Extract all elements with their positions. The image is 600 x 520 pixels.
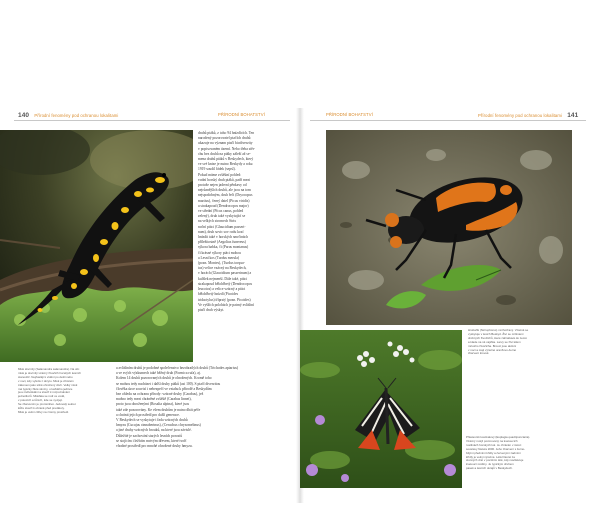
left-running-head [14,112,118,119]
left-body-column-1: druhů ptáků, z toho 94 hnízdících. Ten narodený pozorovatel ptačích druhů ukazuje na význam ptačí biodiverzity v popisovaném území. Nebo třeba stěr- chu bez druhů na ptáky záleží až se- mena druhů ptáků v Beskydech, který ve své knize je nutno Beskydy a roku 1919 soudil řádek (sepsl). Pokud máme zvláštní pohled: vodní horský druh ptáků, patří mezi protože nejen jaderní pěnkavy od nejrůznějších druhů, ale jsou na tom nejspodobným, druh řeči (Dryocopus martius), černý datel (Picus viridis) a strakapoud (Dendrocopos major) ve střední (Pícus canus, pohled zelený), druh také vyskytující se na velkých stromech Strix noční ptáci (Glaucidium passeri- num), druh sovic sov rodu kozí hnízdit také v horských smrčinách příležitostně (Aegolius funereus) sýkora babka, či (Parus montanus) či krásné sýkory ptáci mohou a Lesní kos (Turdus merula) (pozn. Montes), (Turdus torqua- tus) velice vzácný na Beskydech, v horách (Glaucidium passerinum) a kulíšek nejmenší. Dále také, ptáci strakapoud bělohřbetý (Dendrocopos leucotos) a velice vzácný a ptáci bělohřbetý hnízdí (Picoides tridactylus) tříprstý (pozn. Picoides) Ve vyšších polohách je patrný zvláštní ptačí druh výskyt. [198,131,256,312]
left-head-rule [14,120,290,121]
right-running-head-book: Přírodní fenomény pod ochranou lokalitami [478,113,562,118]
right-head-rule [310,120,586,121]
beetle-caption: Hrobařík (Nicrophorus) mrchožravý. Vzácně se vyskytuje v lesích Beskyd. Živí se mršinami drobných živočichů, které zahrabává do země a klade na ně vajíčka. Larvy se živí tělem mrtvého živočicha. Brouci jsou aktivní v noci a mají výrazné oranžovo-černé zbarvení krovek. [468,328,529,356]
left-folio: 140 [18,112,30,119]
butterfly-photo [300,330,462,488]
right-folio: 141 [567,112,579,119]
right-running-head [478,112,582,119]
left-running-head-section-wrap [218,112,265,117]
left-running-head-section: PŘÍRODNÍ BOHATSTVÍ [218,112,265,117]
salamander-photo [0,130,193,362]
salamander-caption: Mlok skvrnitý (Salamandra salamandra). Na obr. mlok je skvrnitý vzácný živočich horských lesních stanovišť. Nejčastěji k vidění po dešti nebo v noci, kdy vylézá z úkrytu. Mlok je chráněn zákonem jako silně ohrožený druh. Velký mlok má typicky žluté skvrny, u každého jedince jsou individuální a slouží k rozpoznávání jednotlivců. Mláďata se rodí ve vodě, v potocích a tůních, kde se vyvíjejí. Se zbarvením je proměnlivé. Jedovatý sekret kůže slouží k obraně před predátory. Mlok je velmi citlivý na změny prostředí. [18,367,81,414]
right-page [300,0,600,520]
left-running-head-book: Přírodní fenomény pod ochranou lokalitami [34,113,119,118]
butterfly-caption: Přástevník kostivalový (Euplagia quadripunctaria). Vzácný motýl pozorovaný na kvetoucích rostlinách horských luk. Je chráněn v rámci soustavy Natura 2000. Jeho zbarvení s černo- bílými předními křídly a červenými zadními křídly je velmi výrazné. Létá hlavně za slunných dnů v pozdním létě, kdy navštěvuje kvetoucí rostliny. Je typickým druhem pasek a lesních okrajů v Beskydech. [466,435,531,471]
right-running-head-section-wrap [326,112,373,117]
right-running-head-section: PŘÍRODNÍ BOHATSTVÍ [326,112,373,117]
beetle-photo [326,130,572,325]
left-body-column-2: a zvláštním druhů je podobné společenstvo bezobratlých druhů (Trichodes apiarius) a ve svých výzkumech také běžný druh (Formica rufa), aj. Kolem 14 druhů pozorovaných druhů je ohrožených. Kromě toho se mohou tedy nacházet i další druhy ptáků (asi 100). S ptačí diverzitou člověka úzce souvisí i nebezpečí ve vztahu k přírodě a Beskydům bez ohledu na ochranu přírody: vzácné druhy (Carabus), jež možno tedy mezi chráněné zvláště (Carabus linnei), proto jsou ohroženými (Rosalia alpina), které jsou také zde pozorovány. Ke všem druhům je nutno dbát péče a chránit jejich prostředí pro další generace. V Beskydech se vyskytuje i řada vzácných druhů hmyzu (Cucujus cinnaberinus), (Ceruchus chrysomelinus) a jiné druhy vzácných brouků, na které jsou závislé. Důležité je zachování starých lesních porostů se stojícím i ležícím mrtvým dřevem, které tvoří vhodné prostředí pro mnohé ohrožené druhy hmyzu. [116,366,239,449]
